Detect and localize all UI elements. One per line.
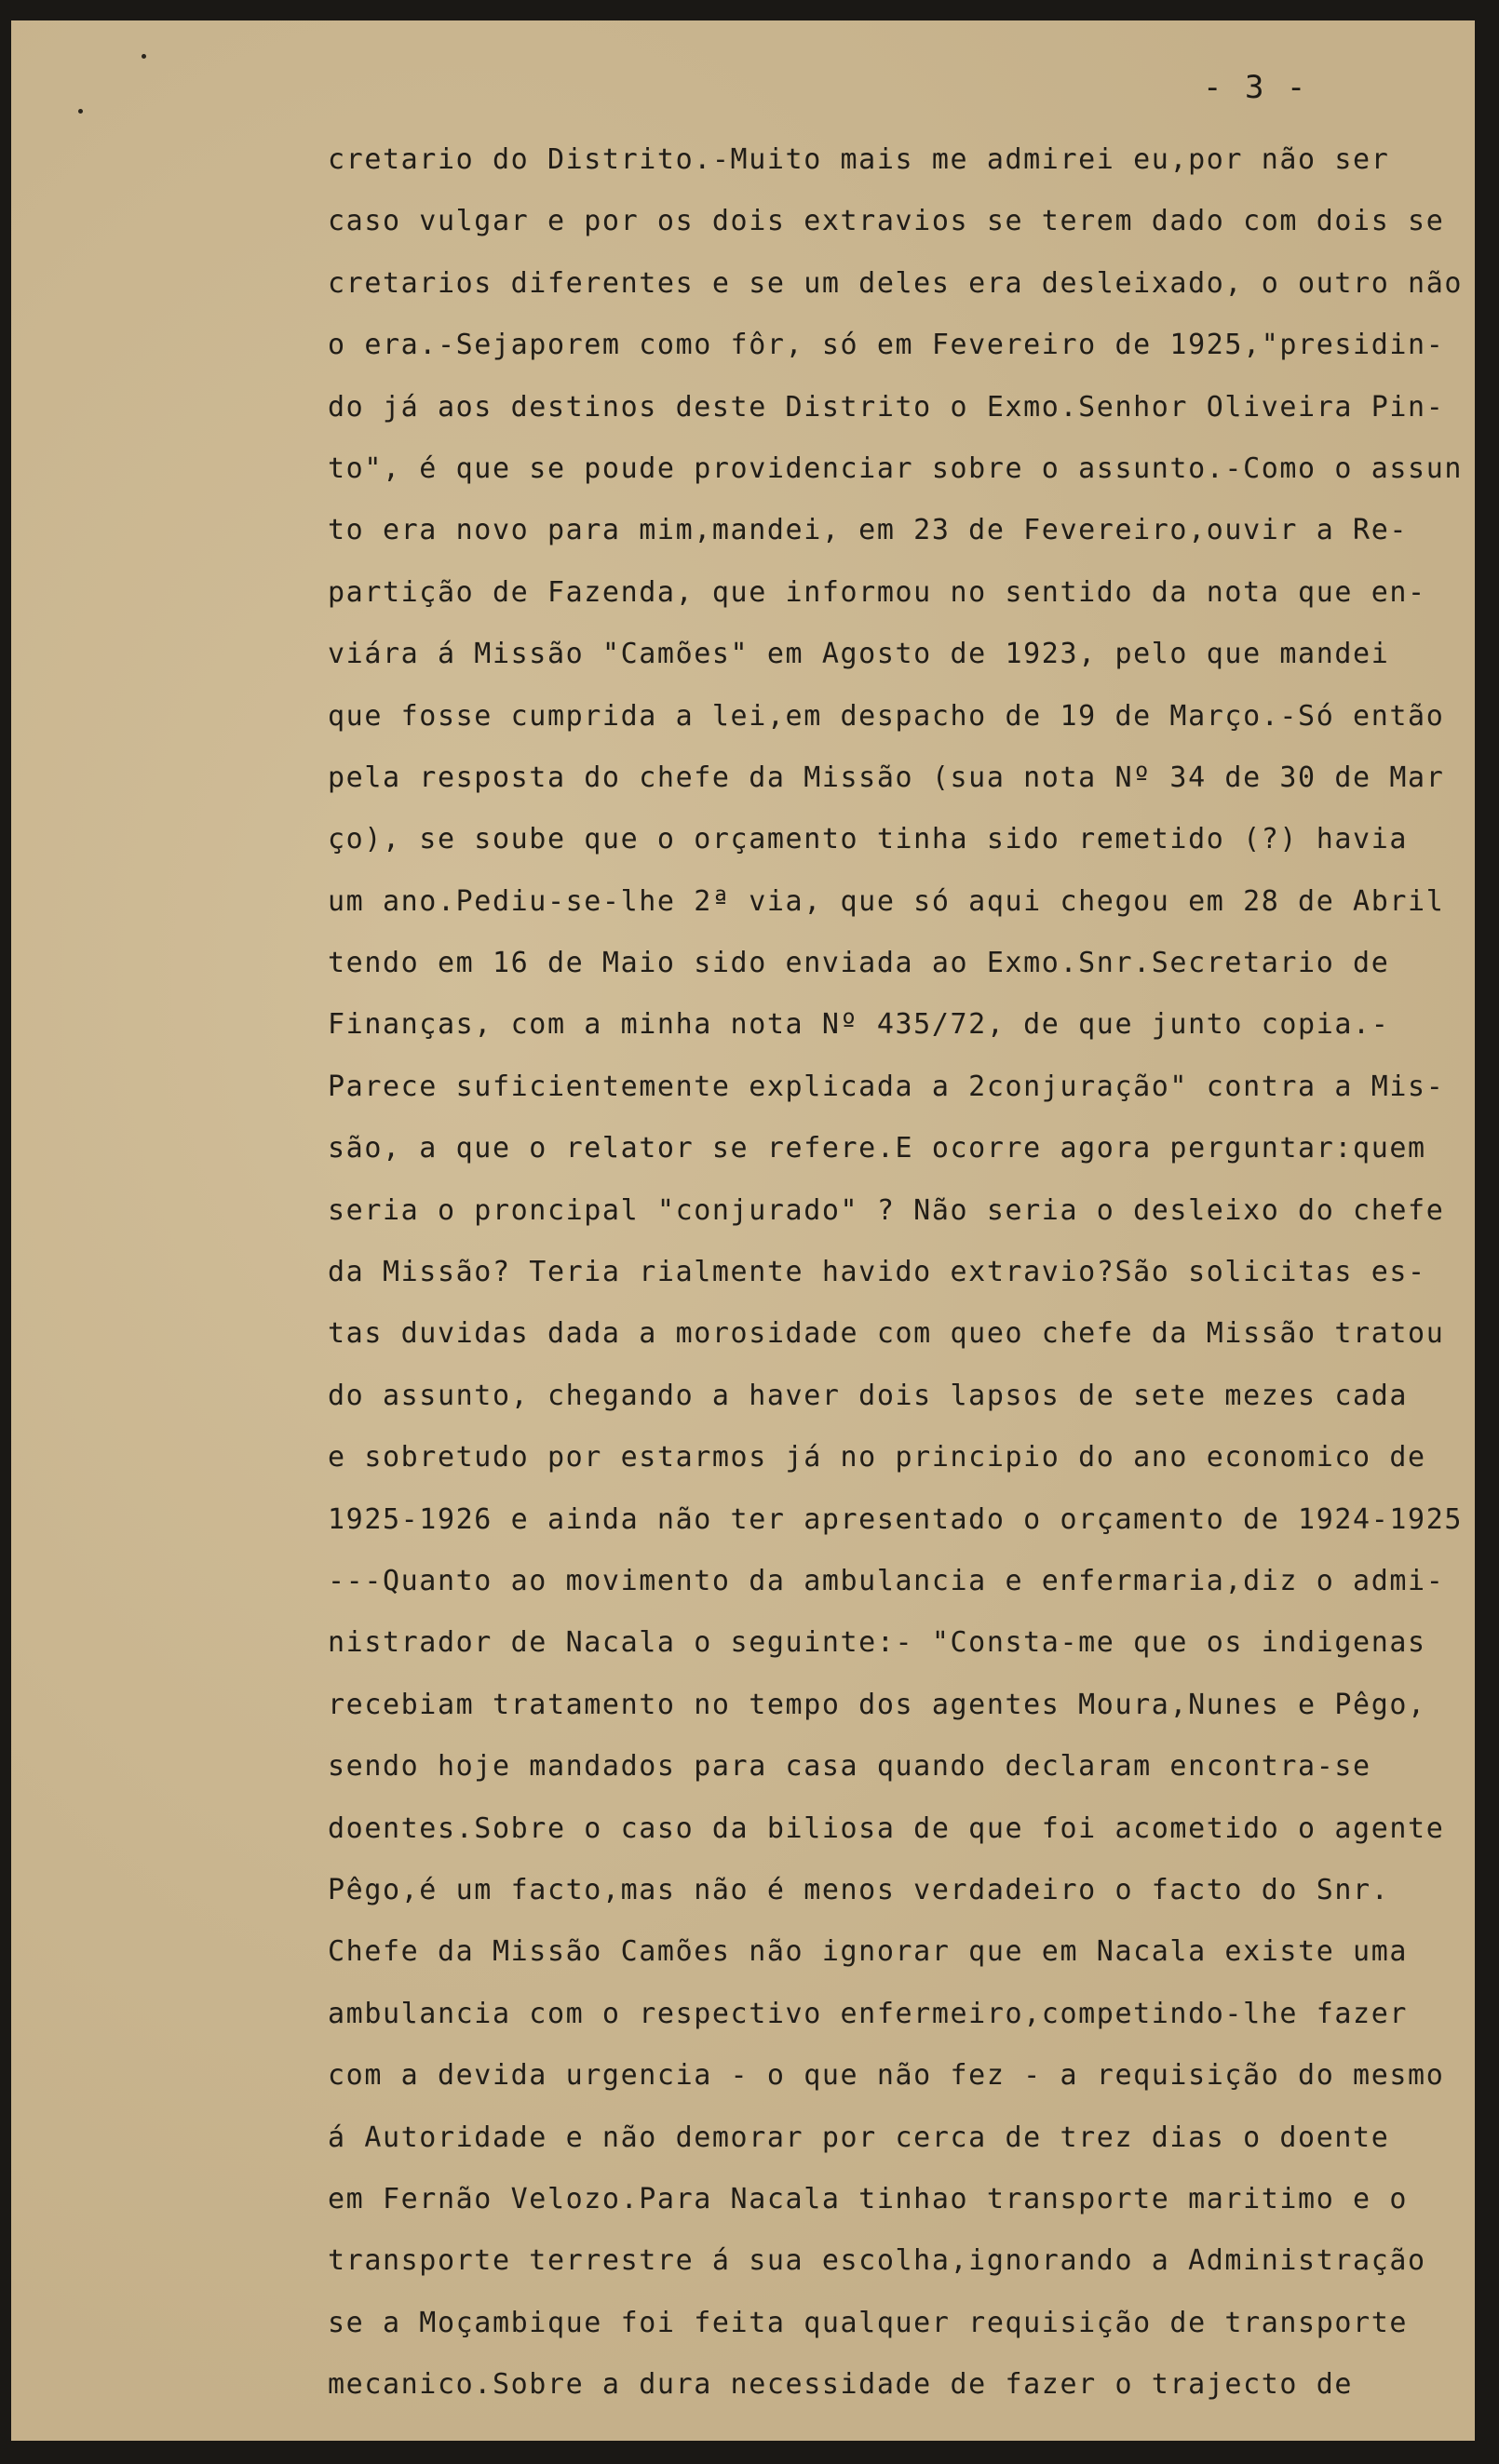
text-line: mecanico.Sobre a dura necessidade de fazer o trajecto de <box>328 2368 1354 2402</box>
ink-dot <box>142 54 146 59</box>
text-line: seria o proncipal "conjurado" ? Não seria o desleixo do chefe <box>328 1193 1445 1227</box>
text-line: tas duvidas dada a morosidade com queo chefe da Missão tratou <box>328 1317 1445 1351</box>
text-line: caso vulgar e por os dois extravios se terem dado com dois se <box>328 205 1445 238</box>
text-line: partição de Fazenda, que informou no sentido da nota que en- <box>328 575 1426 609</box>
text-line: tendo em 16 de Maio sido enviada ao Exmo.Snr.Secretario de <box>328 947 1390 980</box>
text-line: da Missão? Teria rialmente havido extravio?São solicitas es- <box>328 1256 1426 1289</box>
text-line: em Fernão Velozo.Para Nacala tinhao transporte maritimo e o <box>328 2182 1409 2215</box>
text-line: Finanças, com a minha nota Nº 435/72, de que junto copia.- <box>328 1008 1390 1042</box>
text-line: o era.-Sejaporem como fôr, só em Fevereiro de 1925,"presidin- <box>328 329 1445 362</box>
document-page <box>11 20 1475 2441</box>
text-line: á Autoridade e não demorar por cerca de trez dias o doente <box>328 2121 1390 2154</box>
text-line: Parece suficientemente explicada a 2conjuração" contra a Mis- <box>328 1070 1445 1103</box>
text-line: se a Moçambique foi feita qualquer requisição de transporte <box>328 2306 1409 2339</box>
text-line: e sobretudo por estarmos já no principio do ano economico de <box>328 1441 1426 1474</box>
text-line: são, a que o relator se refere.E ocorre agora perguntar:quem <box>328 1132 1426 1165</box>
text-line: recebiam tratamento no tempo dos agentes Moura,Nunes e Pêgo, <box>328 1688 1426 1721</box>
text-line: nistrador de Nacala o seguinte:- "Consta-me que os indigenas <box>328 1626 1426 1660</box>
text-line: transporte terrestre á sua escolha,ignorando a Administração <box>328 2244 1426 2278</box>
text-line: que fosse cumprida a lei,em despacho de 19 de Março.-Só então <box>328 699 1445 733</box>
text-line: cretario do Distrito.-Muito mais me admirei eu,por não ser <box>328 143 1390 176</box>
text-line: do assunto, chegando a haver dois lapsos de sete mezes cada <box>328 1379 1409 1412</box>
text-line: doentes.Sobre o caso da biliosa de que foi acometido o agente <box>328 1811 1445 1845</box>
text-line: to", é que se poude providenciar sobre o assunto.-Como o assun <box>328 451 1464 485</box>
text-line: ambulancia com o respectivo enfermeiro,competindo-lhe fazer <box>328 1997 1409 2030</box>
text-line: sendo hoje mandados para casa quando declaram encontra-se <box>328 1750 1371 1784</box>
text-line: cretarios diferentes e se um deles era desleixado, o outro não <box>328 266 1464 300</box>
page-number: - 3 - <box>1203 69 1308 106</box>
text-line: to era novo para mim,mandei, em 23 de Fevereiro,ouvir a Re- <box>328 514 1409 547</box>
ink-dot <box>78 109 83 114</box>
text-line: ço), se soube que o orçamento tinha sido remetido (?) havia <box>328 823 1409 856</box>
text-line: com a devida urgencia - o que não fez - a requisição do mesmo <box>328 2059 1445 2093</box>
text-line: viára á Missão "Camões" em Agosto de 1923, pelo que mandei <box>328 638 1390 671</box>
text-line: Chefe da Missão Camões não ignorar que em Nacala existe uma <box>328 1935 1409 1969</box>
text-line: 1925-1926 e ainda não ter apresentado o orçamento de 1924-1925 <box>328 1502 1464 1536</box>
text-line: do já aos destinos deste Distrito o Exmo.Senhor Oliveira Pin- <box>328 390 1445 424</box>
text-line: um ano.Pediu-se-lhe 2ª via, que só aqui chegou em 28 de Abril <box>328 884 1445 918</box>
text-line: Pêgo,é um facto,mas não é menos verdadeiro o facto do Snr. <box>328 1873 1390 1906</box>
text-line: ---Quanto ao movimento da ambulancia e enfermaria,diz o admi- <box>328 1564 1445 1597</box>
typed-text-body <box>328 129 1475 2416</box>
text-line: pela resposta do chefe da Missão (sua nota Nº 34 de 30 de Mar <box>328 761 1445 794</box>
